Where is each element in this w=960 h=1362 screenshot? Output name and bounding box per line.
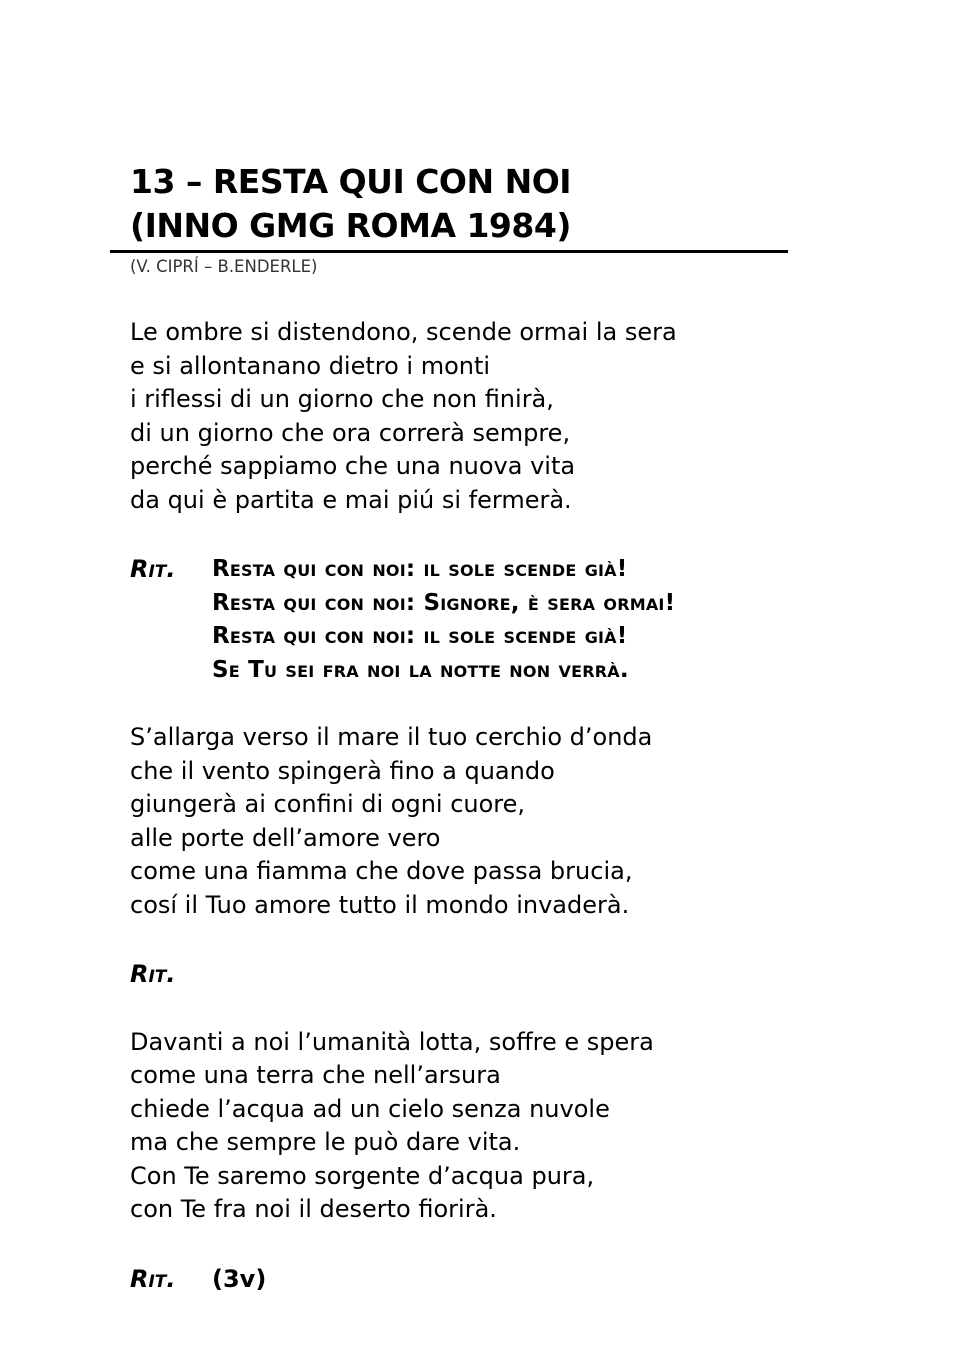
chorus-lines [212,553,675,687]
verse-line: Davanti a noi l’umanità lotta, soffre e spera [130,1027,654,1056]
verse-line: chiede l’acqua ad un cielo senza nuvole [130,1094,610,1123]
verse-line: come una terra che nell’arsura [130,1061,501,1089]
verse-1 [130,316,830,517]
chorus-line: Resta qui con noi: il sole scende già! [212,623,628,649]
verse-line: giungerà ai confini di ogni cuore, [130,790,526,818]
chorus [130,553,830,687]
verse-line: cosí il Tuo amore tutto il mondo invaderà. [130,890,630,919]
verse-line: ma che sempre le può dare vita. [130,1128,521,1156]
refrain-label: Rit. [130,1264,176,1293]
verse-line: con Te fra noi il deserto fiorirà. [130,1195,497,1223]
verse-line: che il vento spingerà fino a quando [130,756,555,785]
song-page [130,160,830,1296]
chorus-label: Rit. [130,555,176,583]
verse-2 [130,721,830,922]
verse-3 [130,1026,830,1227]
title-underline [110,250,788,253]
refrain-repeat-count: (3v) [212,1264,267,1293]
verse-line: da qui è partita e mai piú si fermerà. [130,485,572,514]
refrain-marker-1 [130,958,830,992]
verse-line: come una fiamma che dove passa brucia, [130,857,633,885]
song-authors: (V. CIPRÍ – B.ENDERLE) [130,257,318,276]
chorus-line: Resta qui con noi: il sole scende già! [212,556,628,582]
refrain-label: Rit. [130,960,176,988]
title-line-2: (INNO GMG ROMA 1984) [130,206,571,245]
chorus-line: Se Tu sei fra noi la notte non verrà. [212,656,629,683]
verse-line: Le ombre si distendono, scende ormai la sera [130,318,677,346]
refrain-marker-2 [130,1263,830,1297]
song-title [130,160,830,248]
chorus-line: Resta qui con noi: Signore, è sera ormai! [212,589,676,616]
verse-line: di un giorno che ora correrà sempre, [130,418,571,447]
verse-line: Con Te saremo sorgente d’acqua pura, [130,1161,595,1190]
verse-line: i riflessi di un giorno che non finirà, [130,385,554,413]
verse-line: S’allarga verso il mare il tuo cerchio d’onda [130,723,653,751]
verse-line: e si allontanano dietro i monti [130,351,491,380]
verse-line: perché sappiamo che una nuova vita [130,452,576,480]
verse-line: alle porte dell’amore vero [130,823,441,852]
title-line-1: 13 – RESTA QUI CON NOI [130,162,572,201]
